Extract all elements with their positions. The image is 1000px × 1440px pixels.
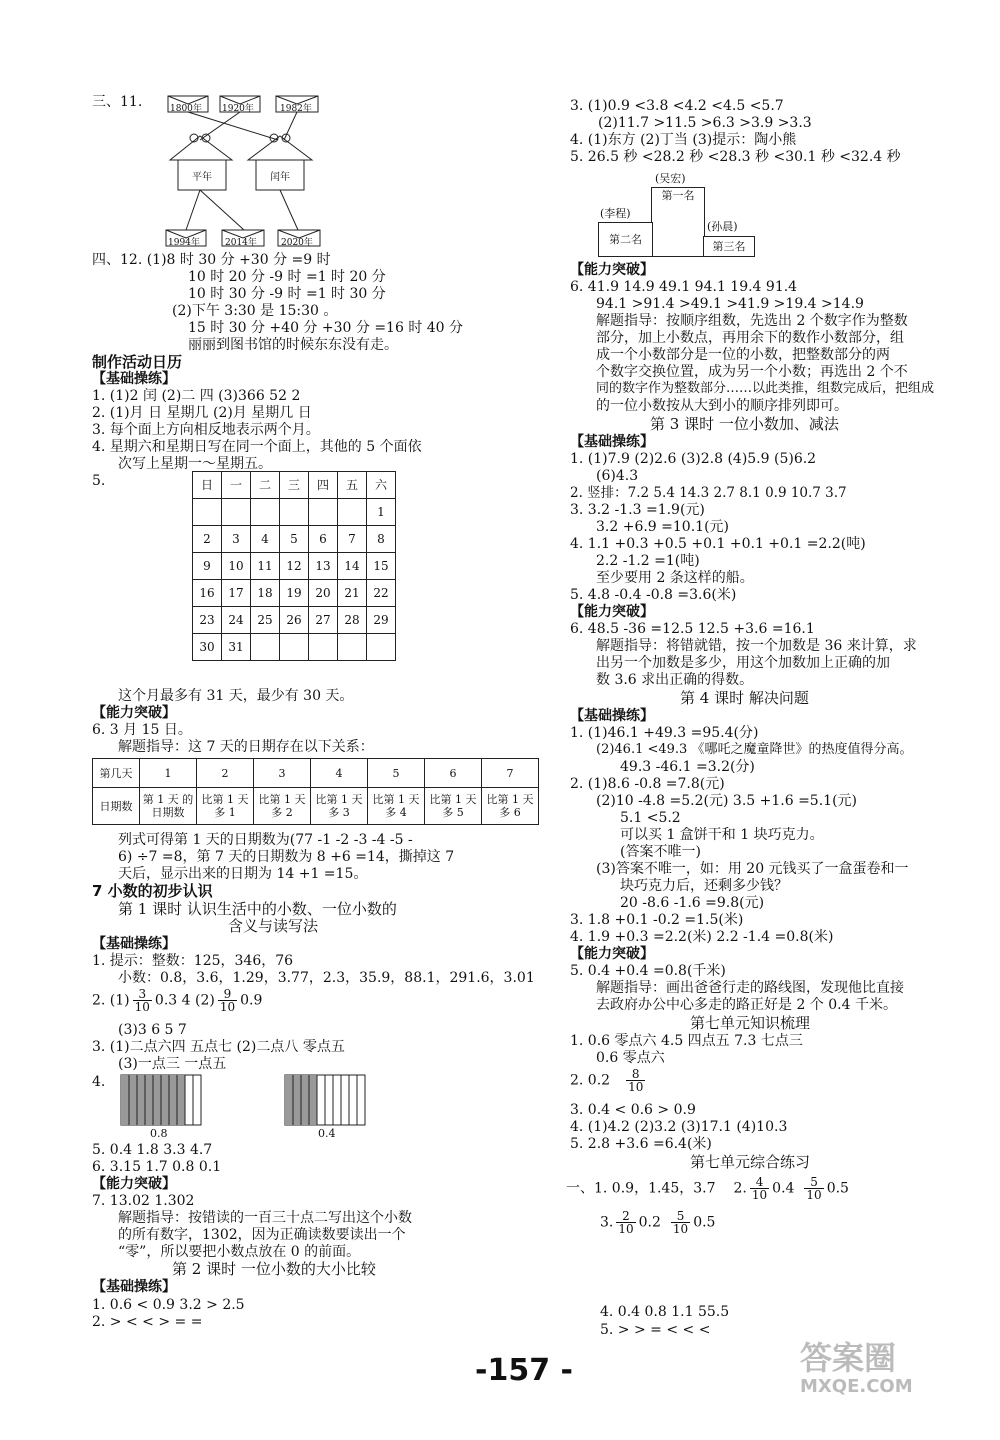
basic-heading: 【基础操练】 xyxy=(92,371,176,387)
cal-head: 日 xyxy=(193,472,222,499)
lesson4-title: 第 4 课时 解决问题 xyxy=(680,689,809,707)
cal-cell: 7 xyxy=(338,526,367,553)
l1-q2-a: 2. (1) xyxy=(92,992,130,1009)
cal-head: 三 xyxy=(280,472,309,499)
cal-cell: 15 xyxy=(367,553,396,580)
l1-line2-4: 4. xyxy=(92,1074,106,1090)
rel-cell: 比第 1 天多 2 xyxy=(254,788,311,825)
year-1982: 1982年 xyxy=(280,104,312,114)
cal-cell: 9 xyxy=(193,553,222,580)
l4-line-6: 5.1 <5.2 xyxy=(620,810,681,826)
comp-q1 xyxy=(566,1176,849,1201)
lesson1-title-b: 含义与读写法 xyxy=(228,917,319,935)
lesson3-title: 第 3 课时 一位小数加、减法 xyxy=(650,415,839,433)
q12-line-2: 10 时 20 分 -9 时 =1 时 20 分 xyxy=(188,269,386,285)
cal-cell xyxy=(338,634,367,661)
page-number: -157 - xyxy=(475,1353,573,1388)
ability-heading: 【能力突破】 xyxy=(92,705,176,721)
basic-heading: 【基础操练】 xyxy=(570,708,654,724)
cal-head: 五 xyxy=(338,472,367,499)
cal-cell: 26 xyxy=(280,607,309,634)
lesson2-title: 第 2 课时 一位小数的大小比较 xyxy=(172,1260,376,1278)
l4-line-9: (3)答案不唯一，如：用 20 元钱买了一盒蛋卷和一 xyxy=(596,861,909,877)
cal-cell: 8 xyxy=(367,526,396,553)
calendar-row xyxy=(193,499,396,526)
r-q6-7: 同的数字作为整数部分……以此类推，组数完成后，把组成 xyxy=(596,381,935,396)
l1-line2-1: (3)3 6 5 7 xyxy=(118,1022,187,1038)
cal-cell: 14 xyxy=(338,553,367,580)
cal-cell: 28 xyxy=(338,607,367,634)
house-common-year: 平年 xyxy=(192,172,212,183)
rev-line-2: 0.6 零点六 xyxy=(596,1050,665,1066)
cal-head: 二 xyxy=(251,472,280,499)
relation-row xyxy=(93,788,539,825)
cal-cell xyxy=(251,499,280,526)
comp-3a: 3. xyxy=(600,1214,614,1231)
grid-label-0-8: 0.8 xyxy=(150,1127,168,1140)
ability-heading: 【能力突破】 xyxy=(570,262,654,278)
l3-line-8: 至少要用 2 条这样的船。 xyxy=(596,570,754,586)
rel-cell: 比第 1 天多 4 xyxy=(368,788,425,825)
r-top-1: 3. (1)0.9 <3.8 <4.2 <4.5 <5.7 xyxy=(570,98,784,114)
cal-cell xyxy=(367,634,396,661)
l4-line-12: 3. 1.8 +0.1 -0.2 =1.5(米) xyxy=(570,912,744,928)
cal-cell: 6 xyxy=(309,526,338,553)
calendar-header xyxy=(193,472,396,499)
r-q6-8: 的一位小数按从大到小的顺序排列即可。 xyxy=(596,398,848,414)
l4-line-13: 4. 1.9 +0.3 =2.2(米) 2.2 -1.4 =0.8(米) xyxy=(570,929,834,945)
house-leap-year: 闰年 xyxy=(270,172,290,183)
r-q6-5: 成一个小数部分是一位的小数，把整数部分的两 xyxy=(596,347,890,363)
decimal-grid-0-4 xyxy=(284,1074,366,1126)
year-1994: 1994年 xyxy=(168,238,200,248)
q6-line-2: 解题指导：这 7 天的日期存在以下关系： xyxy=(118,739,374,755)
rel-head: 4 xyxy=(311,759,368,788)
rel-head: 5 xyxy=(368,759,425,788)
rel-cell: 比第 1 天多 3 xyxy=(311,788,368,825)
comp-1b: 2. xyxy=(733,1180,747,1197)
cal-cell: 11 xyxy=(251,553,280,580)
lesson1-title-a: 第 1 课时 认识生活中的小数、一位小数的 xyxy=(118,900,397,918)
podium-name-3: (孙晨) xyxy=(707,220,738,233)
cal-head: 一 xyxy=(222,472,251,499)
q12-line-1: 四、12. (1)8 时 30 分 +30 分 =9 时 xyxy=(92,252,331,268)
calendar-table xyxy=(192,471,396,661)
l4-line-3: 49.3 -46.1 =3.2(分) xyxy=(620,759,755,775)
cal-cell: 30 xyxy=(193,634,222,661)
q6-after-3: 天后，显示出来的日期为 14 +1 =15。 xyxy=(118,866,368,882)
cal-cell: 23 xyxy=(193,607,222,634)
l3-line-7: 2.2 -1.2 =1(吨) xyxy=(596,553,700,569)
l1-q2-b: 0.3 4 (2) xyxy=(154,992,215,1009)
l3-line-5: 3.2 +6.9 =10.1(元) xyxy=(596,519,729,535)
rel-cell: 第 1 天 的日期数 xyxy=(140,788,197,825)
cal-cell: 10 xyxy=(222,553,251,580)
cal-cell: 27 xyxy=(309,607,338,634)
l1-line4-4: “零”，所以要把小数点放在 0 的前面。 xyxy=(118,1244,361,1260)
l4-line-1: 1. (1)46.1 +49.3 =95.4(分) xyxy=(570,725,759,741)
rev-line2-3: 5. 2.8 +3.6 =6.4(米) xyxy=(570,1136,712,1152)
podium-first: 第一名 xyxy=(651,187,705,257)
l1-q2 xyxy=(92,988,262,1013)
rel-cell: 比第 1 天多 5 xyxy=(425,788,482,825)
cal-cell xyxy=(222,499,251,526)
rev-line2-2: 4. (1)4.2 (2)3.2 (3)17.1 (4)10.3 xyxy=(570,1119,788,1135)
l1-line-1: 1. 提示：整数：125，346，76 xyxy=(92,953,294,969)
ability-heading: 【能力突破】 xyxy=(570,604,654,620)
q12-line-3: 10 时 30 分 -9 时 =1 时 30 分 xyxy=(188,286,386,302)
q6-after-1: 列式可得第 1 天的日期数为(77 -1 -2 -3 -4 -5 - xyxy=(118,832,413,848)
l1-line2-2: 3. (1)二点六四 五点七 (2)二点八 零点五 xyxy=(92,1039,345,1055)
podium-second: 第二名 xyxy=(598,222,653,257)
fraction-5-10: $\frac{5}{10}$ xyxy=(806,1175,822,1202)
cal-cell: 22 xyxy=(367,580,396,607)
l4-line-8: (答案不唯一) xyxy=(620,844,701,860)
cal-cell: 24 xyxy=(222,607,251,634)
grid-label-0-4: 0.4 xyxy=(318,1127,336,1140)
calendar-row xyxy=(193,607,396,634)
comp-line-4: 4. 0.4 0.8 1.1 55.5 xyxy=(600,1304,730,1320)
comp-q3 xyxy=(600,1210,715,1235)
l3-line-9: 5. 4.8 -0.4 -0.8 =3.6(米) xyxy=(570,587,737,603)
rel-head: 2 xyxy=(197,759,254,788)
comp-3b: 0.2 xyxy=(638,1214,661,1231)
cal-cell xyxy=(280,634,309,661)
cal-cell: 4 xyxy=(251,526,280,553)
year-2014: 2014年 xyxy=(225,238,257,248)
cal-cell: 25 xyxy=(251,607,280,634)
watermark-logo: 答案圈 MXQE.COM xyxy=(800,1339,913,1397)
l2-line-2: 2. > < < > = = xyxy=(92,1314,203,1330)
l4-line-4: 2. (1)8.6 -0.8 =7.8(元) xyxy=(570,776,725,792)
r-q6-6: 个数字交换位置，成为另一个小数；再选出 2 个不 xyxy=(596,364,908,380)
relation-header xyxy=(93,759,539,788)
l4-line-7: 可以买 1 盒饼干和 1 块巧克力。 xyxy=(620,827,824,843)
unit7-title: 7 小数的初步认识 xyxy=(92,882,213,900)
rel-head: 7 xyxy=(482,759,539,788)
cal-cell: 3 xyxy=(222,526,251,553)
l3-line-1: 1. (1)7.9 (2)2.6 (3)2.8 (4)5.9 (5)6.2 xyxy=(570,451,817,467)
l1-line4-1: 7. 13.02 1.302 xyxy=(92,1193,195,1209)
l1-q2-c: 0.9 xyxy=(240,992,263,1009)
calendar-row xyxy=(193,553,396,580)
r-top-4: 5. 26.5 秒 <28.2 秒 <28.3 秒 <30.1 秒 <32.4 秒 xyxy=(570,149,901,165)
r-q6-4: 部分，加上小数点，再用余下的数作小数部分，组 xyxy=(596,330,904,346)
rev-q2 xyxy=(570,1068,648,1093)
cal-cell xyxy=(309,634,338,661)
decimal-grid-0-8 xyxy=(120,1074,202,1126)
podium-third: 第三名 xyxy=(703,236,755,257)
cal-line-2: 2. (1)月 日 星期几 (2)月 星期几 日 xyxy=(92,405,312,421)
rev-q2-a: 2. 0.2 xyxy=(570,1072,611,1089)
fraction-9-10: $\frac{9}{10}$ xyxy=(219,987,236,1014)
cal-cell xyxy=(338,499,367,526)
l3-line2-2: 解题指导：将错就错，按一个加数是 36 来计算，求 xyxy=(596,638,917,654)
l3-line2-3: 出另一个加数是多少，用这个加数加上正确的加 xyxy=(596,655,890,671)
basic-heading: 【基础操练】 xyxy=(92,1279,176,1295)
cal-line-3: 3. 每个面上方向相反地表示两个月。 xyxy=(92,422,320,438)
cal-cell: 31 xyxy=(222,634,251,661)
podium-name-1: (吴宏) xyxy=(655,172,686,185)
comp-title: 第七单元综合练习 xyxy=(690,1153,811,1171)
ability-heading: 【能力突破】 xyxy=(92,1176,176,1192)
cal-line-4: 4. 星期六和星期日写在同一个面上，其他的 5 个面依 xyxy=(92,439,422,455)
cal-cell: 17 xyxy=(222,580,251,607)
cal-cell: 16 xyxy=(193,580,222,607)
calendar-row xyxy=(193,526,396,553)
section-title-calendar: 制作活动日历 xyxy=(92,353,183,371)
cal-cell: 2 xyxy=(193,526,222,553)
podium-name-2: (李程) xyxy=(600,207,631,220)
l1-line4-3: 的所有数字，1302，因为正确读数要读出一个 xyxy=(118,1227,406,1243)
fraction-5-10: $\frac{5}{10}$ xyxy=(672,1209,689,1236)
rel-cell: 比第 1 天多 1 xyxy=(197,788,254,825)
comp-1c: 0.4 xyxy=(772,1180,795,1197)
basic-heading: 【基础操练】 xyxy=(92,936,176,952)
q6-line-1: 6. 3 月 15 日。 xyxy=(92,722,192,738)
fraction-3-10: $\frac{3}{10}$ xyxy=(134,987,150,1014)
l3-line-3: 2. 竖排：7.2 5.4 14.3 2.7 8.1 0.9 10.7 3.7 xyxy=(570,485,847,501)
comp-1a: 一、1. 0.9，1.45，3.7 xyxy=(566,1180,716,1197)
l3-line2-1: 6. 48.5 -36 =12.5 12.5 +3.6 =16.1 xyxy=(570,621,815,637)
q11-label: 三、11. xyxy=(92,94,143,110)
l4-line-10: 块巧克力后，还剩多少钱？ xyxy=(620,878,788,894)
date-relation-table xyxy=(92,758,539,825)
fraction-4-10: $\frac{4}{10}$ xyxy=(751,1175,768,1202)
basic-heading: 【基础操练】 xyxy=(570,434,654,450)
l3-line2-4: 数 3.6 求出正确的得数。 xyxy=(596,672,754,688)
r-top-2: (2)11.7 >11.5 >6.3 >3.9 >3.3 xyxy=(598,115,812,131)
review-title: 第七单元知识梳理 xyxy=(690,1014,811,1032)
l4-line-2: (2)46.1 <49.3 《哪吒之魔童降世》的热度值得分高。 xyxy=(596,742,913,757)
q6-after-2: 6) ÷7 =8，第 7 天的日期数为 8 +6 =14，撕掉这 7 xyxy=(118,849,455,865)
l4-line-5: (2)10 -4.8 =5.2(元) 3.5 +1.6 =5.1(元) xyxy=(596,793,857,809)
l3-line-2: (6)4.3 xyxy=(596,468,639,484)
l2-line-1: 1. 0.6 < 0.9 3.2 > 2.5 xyxy=(92,1297,245,1313)
cal-head: 四 xyxy=(309,472,338,499)
cal-cell: 12 xyxy=(280,553,309,580)
calendar-row xyxy=(193,634,396,661)
fraction-2-10: $\frac{2}{10}$ xyxy=(618,1209,634,1236)
cal-cell xyxy=(193,499,222,526)
rev-line-1: 1. 0.6 零点六 4.5 四点五 7.3 七点三 xyxy=(570,1033,803,1049)
rev-line2-1: 3. 0.4 < 0.6 > 0.9 xyxy=(570,1102,696,1118)
year-2020: 2020年 xyxy=(281,238,313,248)
l1-line2-3: (3)一点三 一点五 xyxy=(118,1056,227,1072)
l1-line3-2: 6. 3.15 1.7 0.8 0.1 xyxy=(92,1159,222,1175)
year-1800: 1800年 xyxy=(170,104,202,114)
cal-cell xyxy=(280,499,309,526)
r-q6-2: 94.1 >91.4 >49.1 >41.9 >19.4 >14.9 xyxy=(596,296,864,312)
comp-line-5: 5. > > = < < < xyxy=(600,1322,711,1338)
cal-cell: 21 xyxy=(338,580,367,607)
cal-cell: 20 xyxy=(309,580,338,607)
rel-head: 1 xyxy=(140,759,197,788)
cal-cell: 19 xyxy=(280,580,309,607)
comp-1d: 0.5 xyxy=(826,1180,849,1197)
r-top-3: 4. (1)东方 (2)丁当 (3)提示：陶小熊 xyxy=(570,132,797,148)
year-1920: 1920年 xyxy=(222,104,254,114)
l3-line-4: 3. 3.2 -1.3 =1.9(元) xyxy=(570,502,705,518)
fraction-8-10: $\frac{8}{10}$ xyxy=(628,1067,644,1094)
r-q6-1: 6. 41.9 14.9 49.1 94.1 19.4 91.4 xyxy=(570,279,798,295)
cal-line-6: 5. xyxy=(92,473,106,489)
cal-head: 六 xyxy=(367,472,396,499)
rel-head: 6 xyxy=(425,759,482,788)
r-q6-3: 解题指导：按顺序组数，先选出 2 个数字作为整数 xyxy=(596,313,908,329)
l1-line3-1: 5. 0.4 1.8 3.3 4.7 xyxy=(92,1142,213,1158)
cal-cell xyxy=(309,499,338,526)
q12-line-6: 丽丽到图书馆的时候东东没有走。 xyxy=(188,337,398,353)
cal-cell: 5 xyxy=(280,526,309,553)
cal-cell: 13 xyxy=(309,553,338,580)
cal-cell: 29 xyxy=(367,607,396,634)
rel-head: 第几天 xyxy=(93,759,140,788)
cal-cell: 18 xyxy=(251,580,280,607)
rel-cell: 比第 1 天多 6 xyxy=(482,788,539,825)
comp-3c: 0.5 xyxy=(693,1214,716,1231)
rel-row-label: 日期数 xyxy=(93,788,140,825)
l4-line-11: 20 -8.6 -1.6 =9.8(元) xyxy=(620,895,765,911)
cal-line-5: 次写上星期一～星期五。 xyxy=(118,456,272,472)
l3-line-6: 4. 1.1 +0.3 +0.5 +0.1 +0.1 +0.1 =2.2(吨) xyxy=(570,536,866,552)
l1-line4-2: 解题指导：按错读的一百三十点二写出这个小数 xyxy=(118,1210,412,1226)
l4-line2-3: 去政府办公中心多走的路正好是 2 个 0.4 千米。 xyxy=(596,997,897,1013)
cal-line-1: 1. (1)2 闰 (2)二 四 (3)366 52 2 xyxy=(92,388,301,404)
cal-cell xyxy=(251,634,280,661)
calendar-row xyxy=(193,580,396,607)
l4-line2-1: 5. 0.4 +0.4 =0.8(千米) xyxy=(570,963,726,979)
q12-line-4: (2)下午 3:30 是 15:30 。 xyxy=(172,303,338,319)
cal-cell: 1 xyxy=(367,499,396,526)
ability-heading: 【能力突破】 xyxy=(570,946,654,962)
rel-head: 3 xyxy=(254,759,311,788)
calendar-note: 这个月最多有 31 天，最少有 30 天。 xyxy=(118,688,354,704)
l1-line-2: 小数：0.8，3.6，1.29，3.77，2.3，35.9，88.1，291.6，3.01 xyxy=(118,970,535,986)
l4-line2-2: 解题指导：画出爸爸行走的路线图，发现他比直接 xyxy=(596,980,904,996)
q12-line-5: 15 时 30 分 +40 分 +30 分 =16 时 40 分 xyxy=(188,320,464,336)
